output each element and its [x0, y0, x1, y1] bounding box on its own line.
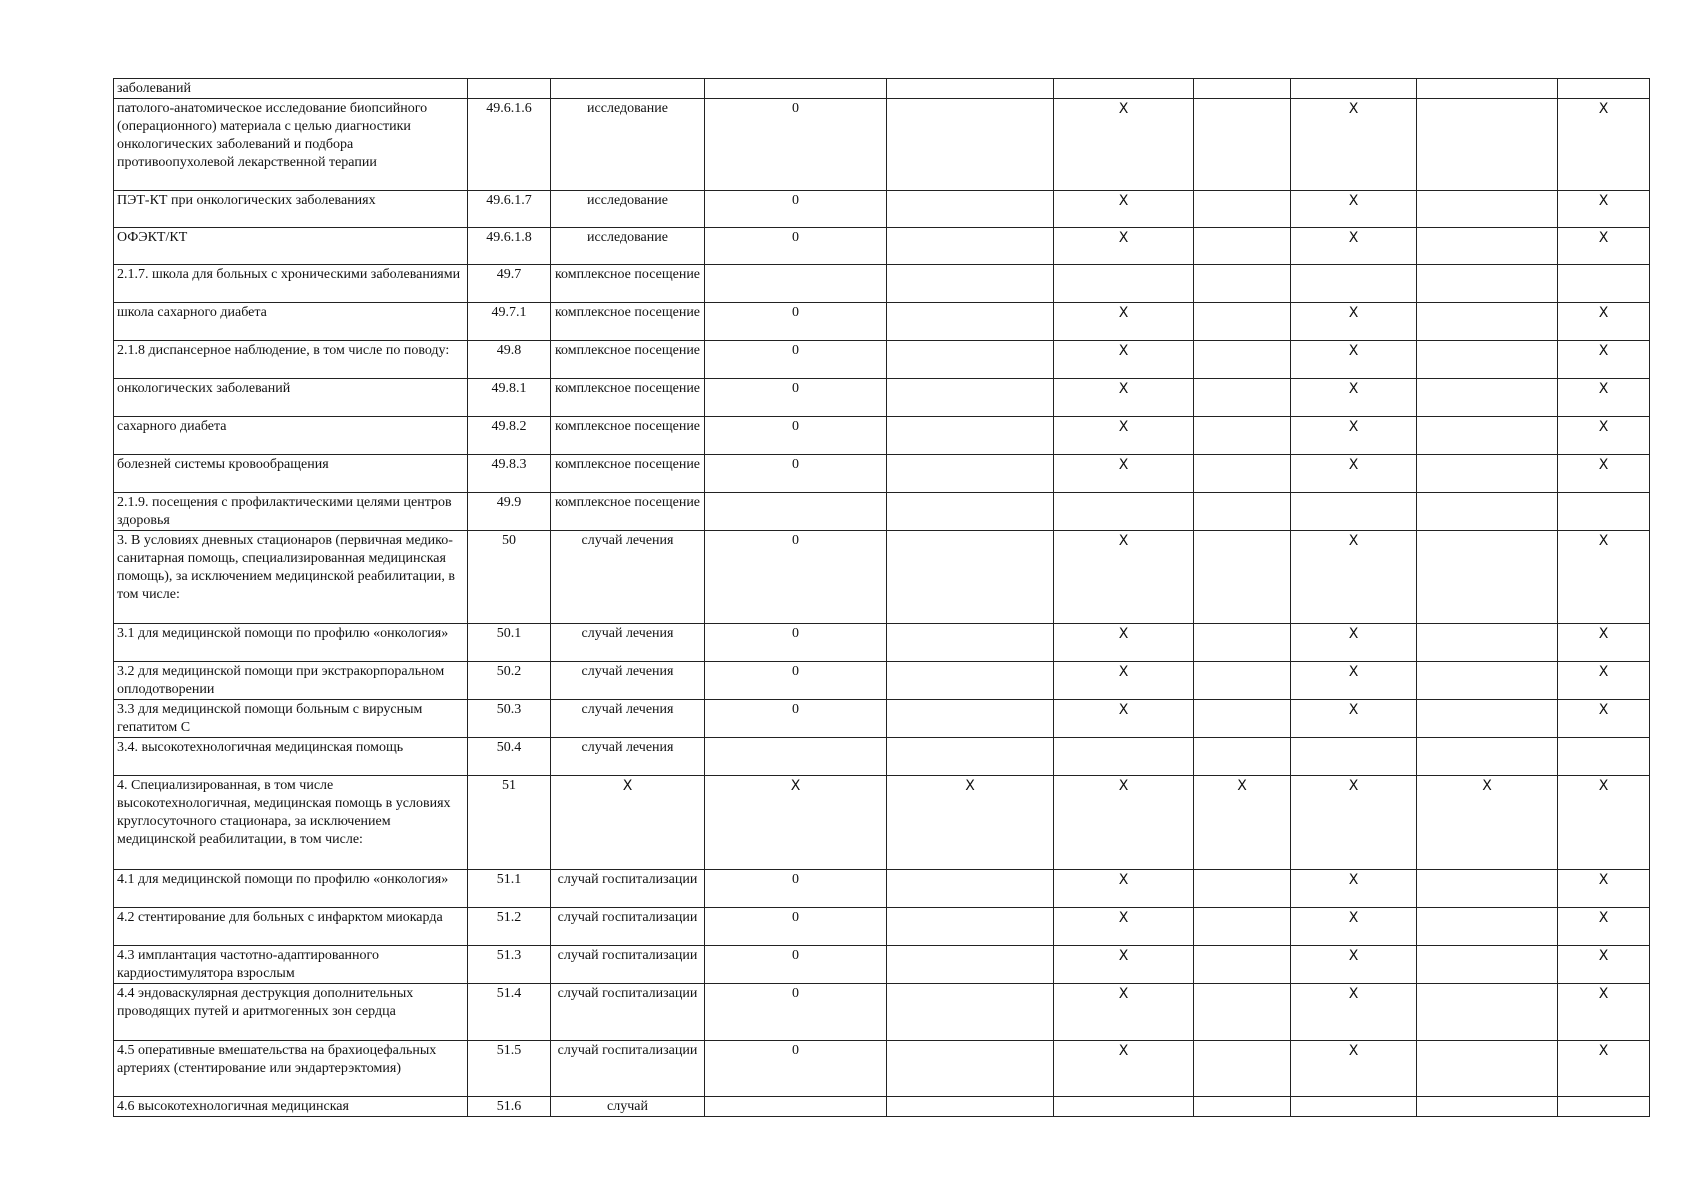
table-row — [114, 417, 1650, 455]
row-cell: X — [1291, 700, 1417, 738]
row-cell: X — [1054, 624, 1194, 662]
row-cell: X — [1291, 1041, 1417, 1097]
row-value — [705, 265, 887, 303]
row-value: 0 — [705, 908, 887, 946]
row-cell — [1291, 79, 1417, 99]
row-code: 51.3 — [468, 946, 551, 984]
row-cell: X — [1558, 228, 1650, 265]
row-cell: X — [1558, 700, 1650, 738]
row-cell — [1054, 265, 1194, 303]
row-code: 49.8.1 — [468, 379, 551, 417]
table-row — [114, 265, 1650, 303]
row-name: 4. Специализированная, в том числе высокотехнологичная, медицинская помощь в условиях круглосуточного стационара, за исключением медицинской реабилитации, в том числе: — [114, 776, 468, 870]
row-cell: X — [1054, 946, 1194, 984]
row-unit: случай лечения — [551, 624, 705, 662]
row-cell — [1194, 341, 1291, 379]
row-cell — [1417, 1097, 1558, 1117]
row-unit: комплексное посещение — [551, 341, 705, 379]
row-cell — [1291, 1097, 1417, 1117]
table-row — [114, 455, 1650, 493]
row-unit: исследование — [551, 191, 705, 228]
row-cell — [887, 870, 1054, 908]
row-cell — [887, 417, 1054, 455]
row-name: ПЭТ-КТ при онкологических заболеваниях — [114, 191, 468, 228]
row-code: 50.1 — [468, 624, 551, 662]
row-cell — [1194, 1097, 1291, 1117]
row-value: 0 — [705, 99, 887, 191]
row-cell — [1417, 417, 1558, 455]
row-value: 0 — [705, 341, 887, 379]
row-cell: X — [1054, 984, 1194, 1041]
row-unit: случай лечения — [551, 531, 705, 624]
row-cell: X — [1558, 191, 1650, 228]
row-cell — [1194, 870, 1291, 908]
row-cell: X — [1291, 984, 1417, 1041]
row-cell: X — [1054, 303, 1194, 341]
row-cell — [1194, 1041, 1291, 1097]
row-code: 49.7.1 — [468, 303, 551, 341]
row-unit: комплексное посещение — [551, 303, 705, 341]
table-row — [114, 79, 1650, 99]
row-unit: случай госпитализации — [551, 1041, 705, 1097]
row-cell — [1558, 738, 1650, 776]
table-row — [114, 379, 1650, 417]
row-cell — [1194, 99, 1291, 191]
table-row — [114, 1041, 1650, 1097]
row-cell — [1194, 662, 1291, 700]
row-cell — [1417, 662, 1558, 700]
row-cell: X — [1558, 1041, 1650, 1097]
row-cell — [887, 79, 1054, 99]
row-cell: X — [1054, 776, 1194, 870]
row-cell: X — [1054, 455, 1194, 493]
row-value: X — [705, 776, 887, 870]
row-code: 51.4 — [468, 984, 551, 1041]
row-name: 3.2 для медицинской помощи при экстракорпоральном оплодотворении — [114, 662, 468, 700]
row-value: 0 — [705, 946, 887, 984]
table-row — [114, 662, 1650, 700]
row-cell — [887, 1097, 1054, 1117]
row-cell — [887, 265, 1054, 303]
row-unit: случай лечения — [551, 700, 705, 738]
row-name: 4.4 эндоваскулярная деструкция дополнительных проводящих путей и аритмогенных зон сердца — [114, 984, 468, 1041]
row-value: 0 — [705, 379, 887, 417]
row-cell — [1194, 379, 1291, 417]
row-name: 4.3 имплантация частотно-адаптированного кардиостимулятора взрослым — [114, 946, 468, 984]
row-cell — [1417, 493, 1558, 531]
row-cell: X — [1054, 228, 1194, 265]
row-name: 2.1.8 диспансерное наблюдение, в том числе по поводу: — [114, 341, 468, 379]
row-cell — [1417, 700, 1558, 738]
row-unit: комплексное посещение — [551, 379, 705, 417]
table-row — [114, 228, 1650, 265]
row-code: 50.3 — [468, 700, 551, 738]
row-cell: X — [1558, 99, 1650, 191]
row-cell: X — [1054, 662, 1194, 700]
row-unit: случай — [551, 1097, 705, 1117]
row-cell: X — [1291, 908, 1417, 946]
row-value — [705, 493, 887, 531]
row-cell: X — [1054, 417, 1194, 455]
row-value: 0 — [705, 303, 887, 341]
table-row — [114, 303, 1650, 341]
row-cell: X — [1291, 228, 1417, 265]
row-cell — [1417, 79, 1558, 99]
row-value: 0 — [705, 700, 887, 738]
row-cell — [1054, 79, 1194, 99]
table-row — [114, 531, 1650, 624]
row-cell — [887, 228, 1054, 265]
row-cell — [1194, 946, 1291, 984]
row-cell — [1417, 1041, 1558, 1097]
table-row — [114, 870, 1650, 908]
row-value: 0 — [705, 624, 887, 662]
row-code: 49.8 — [468, 341, 551, 379]
row-unit: случай госпитализации — [551, 908, 705, 946]
table-body — [114, 79, 1650, 1117]
table-row — [114, 946, 1650, 984]
row-cell — [887, 99, 1054, 191]
row-unit: случай госпитализации — [551, 984, 705, 1041]
row-cell: X — [1194, 776, 1291, 870]
row-cell — [1417, 303, 1558, 341]
row-name: школа сахарного диабета — [114, 303, 468, 341]
row-cell: X — [1558, 417, 1650, 455]
row-cell — [887, 531, 1054, 624]
row-cell: X — [1291, 99, 1417, 191]
row-unit: исследование — [551, 99, 705, 191]
row-code: 49.7 — [468, 265, 551, 303]
row-name: сахарного диабета — [114, 417, 468, 455]
row-cell: X — [1558, 341, 1650, 379]
row-cell — [887, 624, 1054, 662]
row-value: 0 — [705, 1041, 887, 1097]
row-cell: X — [1291, 624, 1417, 662]
table-row — [114, 493, 1650, 531]
row-code: 51.5 — [468, 1041, 551, 1097]
row-cell: X — [1291, 191, 1417, 228]
row-cell — [1558, 79, 1650, 99]
row-cell — [1194, 455, 1291, 493]
row-cell — [887, 493, 1054, 531]
row-code: 50.4 — [468, 738, 551, 776]
row-cell — [1558, 493, 1650, 531]
row-cell — [1417, 624, 1558, 662]
row-cell — [1417, 738, 1558, 776]
row-cell — [1558, 265, 1650, 303]
row-cell — [887, 303, 1054, 341]
row-cell — [1417, 191, 1558, 228]
row-cell: X — [1558, 455, 1650, 493]
row-cell: X — [1291, 455, 1417, 493]
row-name: 4.2 стентирование для больных с инфарктом миокарда — [114, 908, 468, 946]
row-value — [705, 738, 887, 776]
row-name: 3.1 для медицинской помощи по профилю «онкология» — [114, 624, 468, 662]
row-name: заболеваний — [114, 79, 468, 99]
row-cell — [1054, 1097, 1194, 1117]
row-cell — [1194, 493, 1291, 531]
row-unit: комплексное посещение — [551, 417, 705, 455]
row-name: болезней системы кровообращения — [114, 455, 468, 493]
row-cell — [1291, 493, 1417, 531]
row-cell: X — [1558, 303, 1650, 341]
row-cell: X — [1558, 624, 1650, 662]
row-unit: комплексное посещение — [551, 265, 705, 303]
row-cell — [1291, 738, 1417, 776]
row-cell — [1194, 303, 1291, 341]
row-name: 4.6 высокотехнологичная медицинская — [114, 1097, 468, 1117]
row-code: 50 — [468, 531, 551, 624]
row-code: 50.2 — [468, 662, 551, 700]
row-code: 51.2 — [468, 908, 551, 946]
row-name: ОФЭКТ/КТ — [114, 228, 468, 265]
row-value: 0 — [705, 228, 887, 265]
row-unit: X — [551, 776, 705, 870]
table-row — [114, 1097, 1650, 1117]
row-cell: X — [1054, 191, 1194, 228]
table-row — [114, 908, 1650, 946]
row-code: 51.6 — [468, 1097, 551, 1117]
row-cell — [887, 662, 1054, 700]
row-cell — [1194, 624, 1291, 662]
row-cell: X — [1054, 531, 1194, 624]
row-name: 3. В условиях дневных стационаров (первичная медико-санитарная помощь, специализированная медицинская помощь), за исключением медицинской реабилитации, в том числе: — [114, 531, 468, 624]
row-cell — [1291, 265, 1417, 303]
row-cell — [1417, 99, 1558, 191]
row-cell — [887, 946, 1054, 984]
row-cell — [1194, 191, 1291, 228]
row-name: 4.1 для медицинской помощи по профилю «онкология» — [114, 870, 468, 908]
row-name: 3.3 для медицинской помощи больным с вирусным гепатитом С — [114, 700, 468, 738]
table-row — [114, 99, 1650, 191]
row-cell — [887, 700, 1054, 738]
row-unit — [551, 79, 705, 99]
row-cell: X — [1558, 531, 1650, 624]
row-unit: комплексное посещение — [551, 493, 705, 531]
row-value: 0 — [705, 191, 887, 228]
row-cell — [887, 738, 1054, 776]
row-cell: X — [1558, 870, 1650, 908]
row-cell: X — [1558, 662, 1650, 700]
row-cell — [1194, 738, 1291, 776]
row-name: патолого-анатомическое исследование биопсийного (операционного) материала с целью диагностики онкологических заболеваний и подбора противоопухолевой лекарственной терапии — [114, 99, 468, 191]
row-cell — [1194, 265, 1291, 303]
row-cell: X — [1291, 662, 1417, 700]
row-value: 0 — [705, 531, 887, 624]
row-unit: исследование — [551, 228, 705, 265]
table-row — [114, 341, 1650, 379]
table-row — [114, 984, 1650, 1041]
volume-table — [113, 78, 1650, 1117]
row-unit: случай лечения — [551, 662, 705, 700]
row-name: 4.5 оперативные вмешательства на брахиоцефальных артериях (стентирование или эндартерэктомия) — [114, 1041, 468, 1097]
row-cell — [1194, 700, 1291, 738]
row-code: 49.6.1.7 — [468, 191, 551, 228]
row-cell: X — [1558, 946, 1650, 984]
row-cell — [1417, 265, 1558, 303]
row-name: 3.4. высокотехнологичная медицинская помощь — [114, 738, 468, 776]
row-cell — [1194, 79, 1291, 99]
row-cell — [1054, 493, 1194, 531]
row-cell — [887, 191, 1054, 228]
row-cell — [887, 379, 1054, 417]
row-cell — [1194, 984, 1291, 1041]
row-cell: X — [1291, 417, 1417, 455]
row-cell — [887, 1041, 1054, 1097]
row-cell — [1194, 228, 1291, 265]
row-unit: случай госпитализации — [551, 946, 705, 984]
row-cell — [1194, 908, 1291, 946]
row-cell — [887, 984, 1054, 1041]
row-cell: X — [1054, 341, 1194, 379]
row-value: 0 — [705, 984, 887, 1041]
row-value — [705, 1097, 887, 1117]
row-cell: X — [1291, 946, 1417, 984]
row-code — [468, 79, 551, 99]
row-cell — [1194, 417, 1291, 455]
row-cell — [1417, 531, 1558, 624]
row-code: 49.9 — [468, 493, 551, 531]
row-cell: X — [1054, 99, 1194, 191]
row-cell — [1417, 228, 1558, 265]
row-unit: случай лечения — [551, 738, 705, 776]
row-cell — [887, 908, 1054, 946]
row-cell: X — [1558, 379, 1650, 417]
row-value: 0 — [705, 662, 887, 700]
row-cell: X — [1558, 984, 1650, 1041]
row-cell — [1417, 455, 1558, 493]
row-cell — [887, 341, 1054, 379]
row-cell: X — [1291, 303, 1417, 341]
row-cell — [1558, 1097, 1650, 1117]
table-row — [114, 700, 1650, 738]
row-value: 0 — [705, 417, 887, 455]
row-cell: X — [1291, 531, 1417, 624]
row-cell: X — [1054, 870, 1194, 908]
table-row — [114, 738, 1650, 776]
row-unit: комплексное посещение — [551, 455, 705, 493]
row-value: 0 — [705, 870, 887, 908]
row-code: 51 — [468, 776, 551, 870]
row-cell — [1194, 531, 1291, 624]
row-cell: X — [1291, 870, 1417, 908]
row-cell — [1417, 908, 1558, 946]
row-cell: X — [1054, 379, 1194, 417]
table-row — [114, 191, 1650, 228]
row-code: 51.1 — [468, 870, 551, 908]
row-cell — [1417, 870, 1558, 908]
row-cell: X — [1417, 776, 1558, 870]
row-cell: X — [1054, 700, 1194, 738]
row-cell — [1417, 379, 1558, 417]
row-name: 2.1.9. посещения с профилактическими целями центров здоровья — [114, 493, 468, 531]
row-name: 2.1.7. школа для больных с хроническими заболеваниями — [114, 265, 468, 303]
row-cell: X — [887, 776, 1054, 870]
row-value — [705, 79, 887, 99]
table-row — [114, 624, 1650, 662]
row-cell: X — [1558, 908, 1650, 946]
row-name: онкологических заболеваний — [114, 379, 468, 417]
row-cell — [1417, 946, 1558, 984]
row-cell: X — [1291, 379, 1417, 417]
row-cell — [1417, 984, 1558, 1041]
row-code: 49.8.3 — [468, 455, 551, 493]
row-value: 0 — [705, 455, 887, 493]
row-code: 49.6.1.6 — [468, 99, 551, 191]
row-cell: X — [1291, 776, 1417, 870]
row-unit: случай госпитализации — [551, 870, 705, 908]
row-cell: X — [1558, 776, 1650, 870]
row-cell: X — [1054, 1041, 1194, 1097]
row-cell: X — [1291, 341, 1417, 379]
row-cell — [1417, 341, 1558, 379]
row-cell — [1054, 738, 1194, 776]
table-row — [114, 776, 1650, 870]
row-cell — [887, 455, 1054, 493]
row-code: 49.8.2 — [468, 417, 551, 455]
row-code: 49.6.1.8 — [468, 228, 551, 265]
row-cell: X — [1054, 908, 1194, 946]
